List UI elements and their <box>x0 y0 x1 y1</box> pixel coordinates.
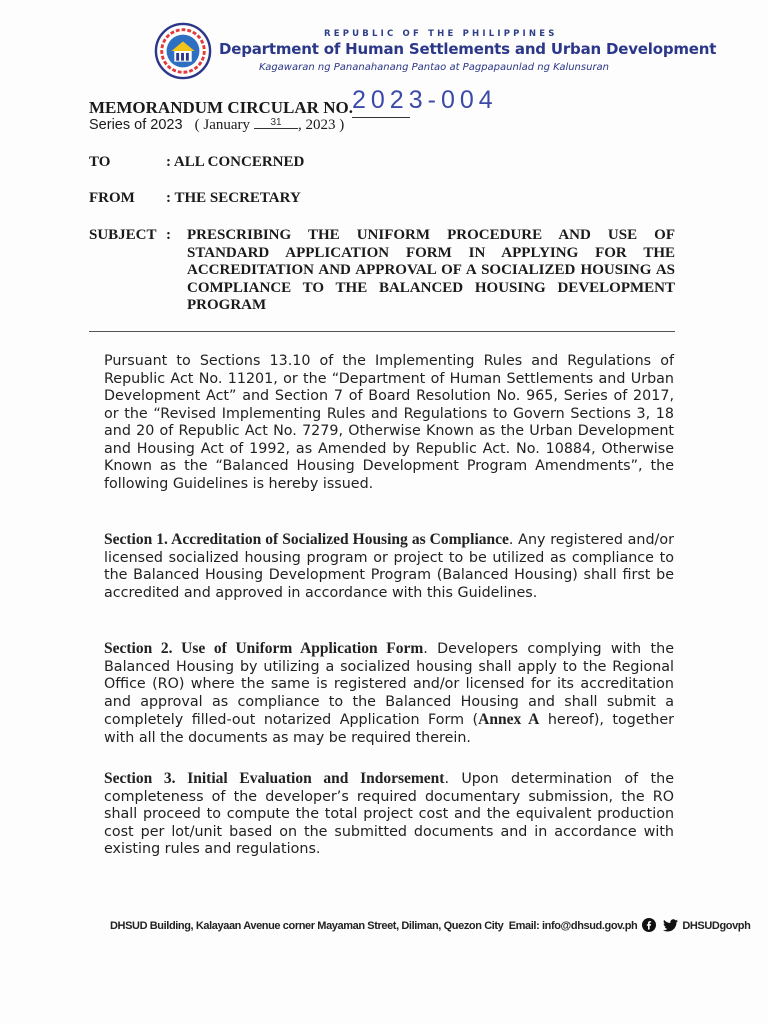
facebook-icon <box>642 918 656 932</box>
section-3 <box>104 770 674 859</box>
republic-label: REPUBLIC OF THE PHILIPPINES <box>324 29 558 39</box>
date-day: 31 <box>254 118 298 129</box>
section-1 <box>104 531 674 602</box>
section-1-text: . Any registered and/or licensed socialized housing program or project to be utilized as compliance to the Balanced Housing Development Program (Balanced Housing) shall first be accredited and approved in accordance with this Guidelines. <box>104 532 674 601</box>
footer-address: DHSUD Building, Kalayaan Avenue corner Mayaman Street, Diliman, Quezon City <box>110 920 504 932</box>
section-2-text-b: hereof), together with all the documents as may be required therein. <box>104 712 674 746</box>
twitter-icon <box>663 919 678 932</box>
footer-handle: DHSUDgovph <box>682 920 751 932</box>
subject-colon: : <box>166 227 171 243</box>
section-3-text: . Upon determination of the completeness of the developer’s required documentary submission, the RO shall proceed to compute the total project cost and the equivalent production cost per lot/unit based on the submitted documents and in accordance with existing rules and regulations. <box>104 771 674 857</box>
to-value: : ALL CONCERNED <box>166 154 305 170</box>
memo-number: 2023-004 <box>352 86 498 114</box>
from-value: : THE SECRETARY <box>166 190 301 206</box>
subject-value: PRESCRIBING THE UNIFORM PROCEDURE AND USE OF STANDARD APPLICATION FORM IN APPLYING FOR THE ACCREDITATION AND APPROVAL OF A SOCIALIZED HOUSING AS COMPLIANCE TO THE BALANCED HOUSING DEVELOPMENT PROGRAM <box>187 227 675 313</box>
annex-reference: Annex A <box>478 711 540 728</box>
section-1-title: Section 1. Accreditation of Socialized Housing as Compliance <box>104 531 509 548</box>
section-2-title: Section 2. Use of Uniform Application Form <box>104 640 424 657</box>
series-label: Series of 2023 <box>89 117 183 133</box>
footer <box>110 918 750 932</box>
section-2-text-a: . Developers complying with the Balanced Housing by utilizing a socialized housing shall apply to the Regional Office (RO) where the same is registered and/or licensed for its accreditation and approval as compliance to the Balanced Housing and shall submit a completely filled-out notarized Application Form ( <box>104 641 674 728</box>
memo-number-underline <box>352 117 410 118</box>
section-2 <box>104 640 674 747</box>
from-label: FROM <box>89 190 135 206</box>
agency-name: Department of Human Settlements and Urban Development <box>219 40 717 58</box>
series-line <box>89 117 344 134</box>
agency-tagline: Kagawaran ng Pananahanang Pantao at Pagpapaunlad ng Kalunsuran <box>259 62 610 73</box>
header-divider <box>89 331 675 332</box>
to-label: TO <box>89 154 111 170</box>
subject-label: SUBJECT <box>89 227 157 243</box>
date-open: ( January <box>194 117 251 133</box>
footer-email: Email: info@dhsud.gov.ph <box>508 920 638 932</box>
intro-paragraph: Pursuant to Sections 13.10 of the Implementing Rules and Regulations of Republic Act No. 11201, or the “Department of Human Settlements and Urban Development Act” and Section 7 of Board Resolution No. 965, Series of 2017, or the “Revised Implementing Rules and Regulations to Govern Sections 3, 18 and 20 of Republic Act No. 7279, Otherwise Known as the Urban Development and Housing Act of 1992, as Amended by Republic Act. No. 10884, Otherwise Known as the “Balanced Housing Development Program Amendments”, the following Guidelines is hereby issued. <box>104 353 674 492</box>
date-close: , 2023 ) <box>298 117 345 133</box>
memo-label: MEMORANDUM CIRCULAR NO. <box>89 98 353 117</box>
dhsud-logo <box>154 22 212 80</box>
section-3-title: Section 3. Initial Evaluation and Indorsement <box>104 770 445 787</box>
